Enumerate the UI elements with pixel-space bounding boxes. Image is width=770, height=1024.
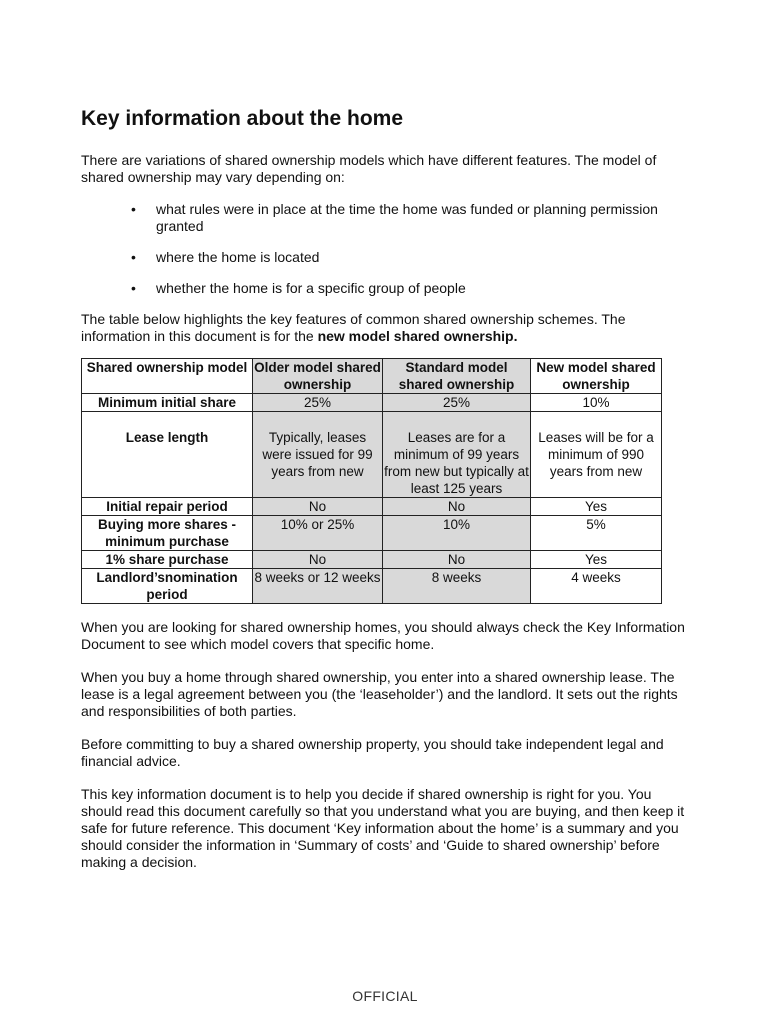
bullet-icon: • (131, 201, 136, 217)
row-header: Buying more shares - minimum purchase (82, 516, 253, 551)
table-cell: No (383, 498, 531, 516)
row-header: Landlord’snomination period (82, 569, 253, 604)
bullet-icon: • (131, 280, 136, 296)
variation-list (81, 201, 691, 297)
table-cell: No (383, 551, 531, 569)
table-row (82, 516, 662, 551)
row-header: Minimum initial share (82, 394, 253, 412)
table-cell: No (253, 551, 383, 569)
table-cell: Yes (531, 551, 662, 569)
list-item (81, 249, 691, 266)
row-header: Initial repair period (82, 498, 253, 516)
body-paragraph: Before committing to buy a shared ownership property, you should take independent legal and financial advice. (81, 736, 664, 769)
table-cell: 8 weeks or 12 weeks (253, 569, 383, 604)
column-header: New model shared ownership (531, 359, 662, 394)
table-header-row (82, 359, 662, 394)
table-cell: 8 weeks (383, 569, 531, 604)
table-cell: 25% (383, 394, 531, 412)
table-cell: 25% (253, 394, 383, 412)
table-cell: 10% or 25% (253, 516, 383, 551)
page-content (81, 104, 691, 887)
table-cell: Yes (531, 498, 662, 516)
table-cell: 5% (531, 516, 662, 551)
body-paragraph: When you buy a home through shared ownership, you enter into a shared ownership lease. The lease is a legal agreement between you (the ‘leaseholder’) and the landlord. It sets out the rights and responsibilities of both parties. (81, 669, 678, 719)
body-paragraph: This key information document is to help you decide if shared ownership is right for you. You should read this document carefully so that you understand what you are buying, and then keep it safe for future reference. This document ‘Key information about the home’ is a summary and you should consider the information in ‘Summary of costs’ and ‘Guide to shared ownership’ before making a decision. (81, 786, 685, 870)
features-table (81, 358, 662, 604)
table-cell: 10% (531, 394, 662, 412)
table-intro-bold: new model shared ownership. (317, 328, 518, 344)
table-cell: Leases are for a minimum of 99 years from new but typically at least 125 years (383, 412, 531, 498)
classification-footer: OFFICIAL (352, 988, 418, 1004)
column-header: Older model shared ownership (254, 360, 381, 392)
list-item-text: where the home is located (156, 249, 320, 265)
table-row (82, 569, 662, 604)
list-item-text: what rules were in place at the time the home was funded or planning permission granted (156, 201, 658, 234)
list-item-text: whether the home is for a specific group of people (156, 280, 466, 296)
intro-paragraph: There are variations of shared ownership models which have different features. The model of shared ownership may vary depending on: (81, 152, 657, 185)
table-row (82, 412, 662, 498)
table-intro-text: The table below highlights the key features of common shared ownership schemes. The information in this document is for the (81, 311, 626, 344)
table-cell: 4 weeks (531, 569, 662, 604)
table-cell: Typically, leases were issued for 99 years from new (253, 412, 383, 498)
table-intro-paragraph (81, 311, 691, 345)
row-header: 1% share purchase (82, 551, 253, 569)
table-row (82, 394, 662, 412)
table-row (82, 498, 662, 516)
row-header: Lease length (82, 412, 253, 498)
table-cell: 10% (383, 516, 531, 551)
page-title: Key information about the home (81, 107, 404, 130)
table-row (82, 551, 662, 569)
body-paragraph: When you are looking for shared ownership homes, you should always check the Key Information Document to see which model covers that specific home. (81, 619, 685, 652)
list-item (81, 280, 691, 297)
list-item (81, 201, 691, 235)
bullet-icon: • (131, 249, 136, 265)
column-header: Standard model shared ownership (383, 359, 531, 394)
column-header: Shared ownership model (82, 359, 253, 394)
table-cell: Leases will be for a minimum of 990 years from new (531, 412, 662, 498)
table-cell: No (253, 498, 383, 516)
